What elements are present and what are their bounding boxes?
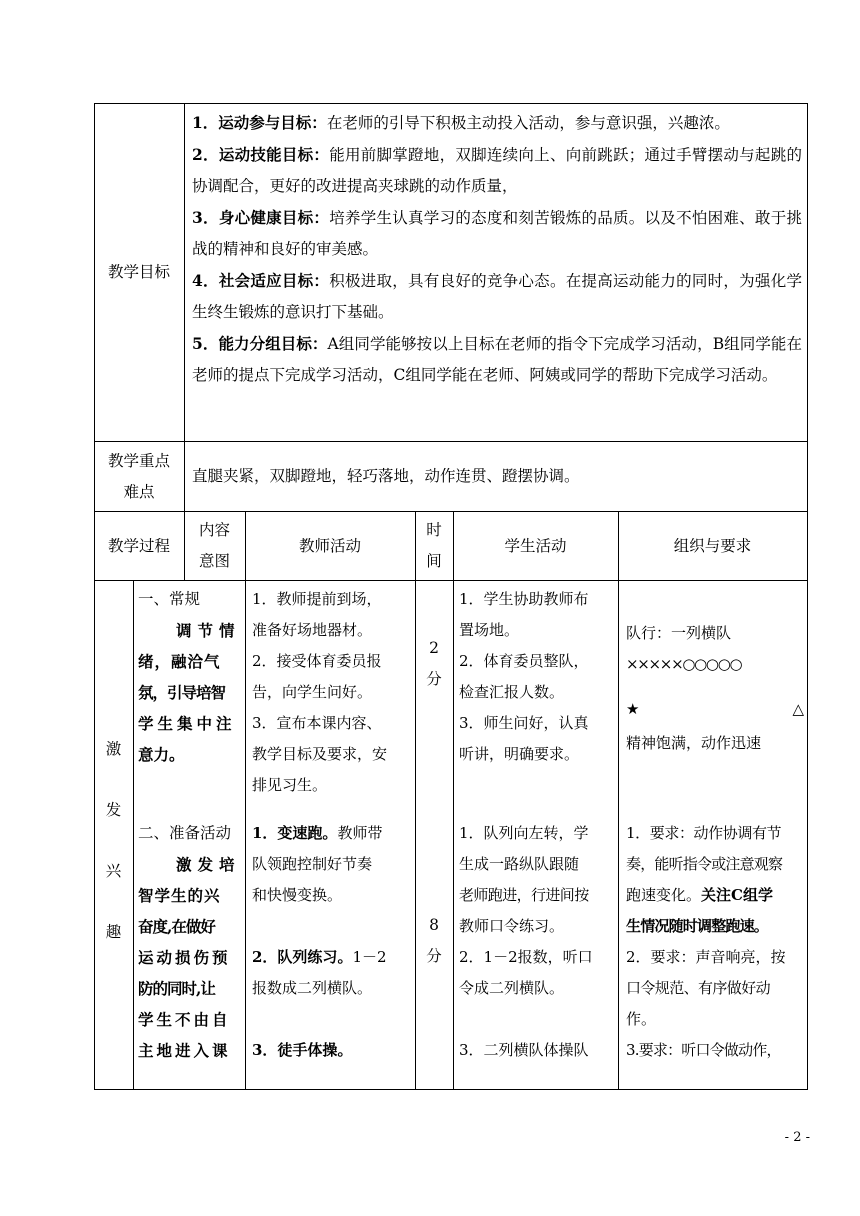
objective-title: 能力分组目标：	[218, 334, 328, 353]
intent-line: 意力。	[138, 745, 185, 764]
intent-line: 学生不由自	[138, 1010, 231, 1029]
table-rule	[133, 580, 134, 1089]
key-points-label-line: 难点	[123, 483, 155, 501]
objective-title: 社会适应目标：	[218, 271, 330, 290]
section1-time	[415, 633, 453, 695]
student-line: 2．1－2报数，听口	[459, 948, 593, 966]
table-rule	[94, 441, 808, 442]
objective-item	[192, 139, 802, 202]
phase-char: 激	[105, 740, 122, 758]
org-text: 跑速变化。	[626, 886, 702, 904]
table-rule	[453, 511, 454, 1089]
section1-student-activity	[459, 584, 615, 770]
key-points-text: 直腿夹紧，双脚蹬地，轻巧落地，动作连贯、蹬摆协调。	[192, 467, 580, 485]
student-line: 令成二列横队。	[459, 979, 565, 997]
objective-number: 1．	[192, 113, 219, 132]
student-line	[459, 1004, 615, 1035]
student-line: 2．体育委员整队，	[459, 652, 589, 670]
org-line	[626, 880, 804, 911]
section1-teacher-activity	[252, 584, 412, 801]
intent-line: 学生集中注	[138, 714, 236, 733]
teacher-line: 告，向学生问好。	[252, 683, 373, 701]
org-line: 奏，能听指令或注意观察	[626, 855, 783, 873]
teacher-item-title: 1．变速跑。	[252, 824, 338, 842]
org-emphasis: 关注C组学	[701, 886, 773, 904]
table-rule	[415, 511, 416, 1089]
header-time	[415, 515, 453, 577]
header-content-intent	[184, 515, 245, 577]
student-line: 1．学生协助教师布	[459, 590, 589, 608]
header-time-line: 间	[426, 552, 442, 570]
org-line: 3.要求：听口令做动作，	[626, 1041, 781, 1059]
org-line: 1．要求：动作协调有节	[626, 824, 782, 842]
org-line: 作。	[626, 1010, 657, 1028]
time-value: 2	[429, 639, 439, 657]
objective-item	[192, 328, 802, 391]
page-number: - 2 -	[784, 1130, 810, 1145]
intent-line: 运动损伤预	[138, 948, 231, 967]
header-process: 教学过程	[107, 537, 170, 555]
header-organization: 组织与要求	[673, 537, 752, 555]
spacer	[252, 911, 412, 942]
intent-line: 绪，融洽气	[138, 652, 221, 671]
table-rule	[245, 511, 246, 1089]
objective-item	[192, 107, 802, 139]
student-line: 检查汇报人数。	[459, 683, 565, 701]
teacher-line: 1－2	[352, 948, 387, 966]
header-teacher-activity: 教师活动	[298, 537, 361, 555]
objective-text: 积极进取，具有良好的竞争心态。在提高运动能力的同时，为强化学生终生锻炼的意识打下基础。	[192, 272, 802, 321]
org-note: 精神饱满，动作迅速	[626, 734, 762, 752]
teacher-line: 3．宣布本课内容、	[252, 714, 382, 732]
table-rule	[184, 103, 185, 580]
section2-time	[415, 910, 453, 972]
table-rule	[94, 580, 808, 581]
teacher-item-title: 3．徒手体操。	[252, 1041, 353, 1059]
observer-triangle-icon: △	[792, 700, 804, 718]
phase-char: 趣	[105, 923, 122, 941]
teacher-line: 准备好场地器材。	[252, 621, 373, 639]
objective-item	[192, 202, 802, 265]
student-line: 1．队列向左转，学	[459, 824, 589, 842]
objective-text: 培养学生认真学习的态度和刻苦锻炼的品质。以及不怕困难、敢于挑战的精神和良好的审美感。	[192, 209, 802, 258]
key-points-label	[94, 446, 184, 508]
phase-label	[94, 719, 133, 963]
org-line: 口令规范、有序做好动	[626, 979, 771, 997]
teacher-line: 2．接受体育委员报	[252, 652, 382, 670]
formation-markers	[626, 680, 804, 728]
formation-symbols: ×××××○○○○○	[626, 655, 742, 673]
table-rule	[94, 511, 808, 512]
org-emphasis: 生情况随时调整跑速。	[626, 917, 769, 935]
objective-number: 3．	[192, 208, 219, 227]
student-line: 3．二列横队体操队	[459, 1041, 589, 1059]
objectives-label: 教学目标	[107, 263, 170, 281]
header-content-line: 内容	[198, 521, 230, 539]
teacher-item-1	[252, 818, 412, 849]
objective-text: A组同学能够按以上目标在老师的指令下完成学习活动，B组同学能在老师的提点下完成学习活动，C组同学能在老师、阿姨或同学的帮助下完成学习活动。	[192, 335, 802, 384]
time-unit: 分	[426, 670, 442, 688]
student-line: 置场地。	[459, 621, 520, 639]
time-unit: 分	[426, 947, 442, 965]
objective-number: 4．	[192, 271, 219, 290]
header-time-line: 时	[426, 521, 442, 539]
teacher-line: 1．教师提前到场，	[252, 590, 382, 608]
intent-line: 氛，引导培智	[138, 683, 226, 702]
objective-title: 运动参与目标：	[218, 113, 327, 132]
formation-text: 队行：一列横队	[626, 624, 732, 642]
student-line: 听讲，明确要求。	[459, 745, 580, 763]
intent-line: 智学生的兴	[138, 886, 221, 905]
spacer	[252, 1004, 412, 1035]
objective-text: 能用前脚掌蹬地，双脚连续向上、向前跳跃；通过手臂摆动与起跳的协调配合，更好的改进提高夹球跳的动作质量，	[192, 146, 802, 195]
header-student-activity: 学生活动	[504, 537, 567, 555]
intent-line: 奋度,在做好	[138, 917, 215, 936]
section1-intent	[138, 584, 244, 770]
section2-organization	[626, 818, 804, 1066]
teacher-line: 队领跑控制好节奏	[252, 855, 373, 873]
objective-number: 2．	[192, 145, 219, 164]
teacher-line: 报数成二列横队。	[252, 979, 373, 997]
key-points-label-line: 教学重点	[107, 452, 170, 470]
time-value: 8	[429, 916, 439, 934]
section2-title: 二、准备活动	[138, 824, 232, 842]
teacher-line: 排见习生。	[252, 776, 328, 794]
section2-intent	[138, 818, 244, 1066]
section2-teacher-activity	[252, 818, 412, 1066]
objective-item	[192, 265, 802, 328]
table-border-bottom	[94, 1089, 808, 1090]
phase-char: 发	[105, 801, 122, 819]
org-line: 2．要求：声音响亮，按	[626, 948, 786, 966]
student-line: 老师跑进，行进间按	[459, 886, 589, 904]
objectives-list	[192, 107, 802, 391]
teacher-star-icon: ★	[626, 700, 640, 718]
teacher-line: 和快慢变换。	[252, 886, 343, 904]
table-rule	[618, 511, 619, 1089]
header-content-line: 意图	[198, 552, 230, 570]
teacher-item-title: 2．队列练习。	[252, 948, 353, 966]
intent-line: 激发培	[176, 855, 241, 874]
intent-line: 主地进入课	[138, 1041, 231, 1060]
intent-line: 调节情	[176, 621, 241, 640]
section1-organization	[626, 618, 804, 759]
objective-text: 在老师的引导下积极主动投入活动，参与意识强，兴趣浓。	[326, 114, 730, 132]
student-line: 3．师生问好，认真	[459, 714, 589, 732]
phase-char: 兴	[105, 862, 122, 880]
teacher-item-2	[252, 942, 412, 973]
section1-title: 一、常规	[138, 590, 201, 608]
objective-number: 5．	[192, 334, 219, 353]
objective-title: 运动技能目标：	[218, 145, 330, 164]
objective-title: 身心健康目标：	[218, 208, 330, 227]
table-border-right	[807, 103, 808, 1089]
section2-student-activity	[459, 818, 615, 1066]
table-border-top	[94, 103, 808, 104]
teacher-line: 教学目标及要求，安	[252, 745, 388, 763]
intent-line: 防的同时,让	[138, 979, 215, 998]
student-line: 生成一路纵队跟随	[459, 855, 580, 873]
student-line: 教师口令练习。	[459, 917, 565, 935]
teacher-line: 教师带	[337, 824, 383, 842]
